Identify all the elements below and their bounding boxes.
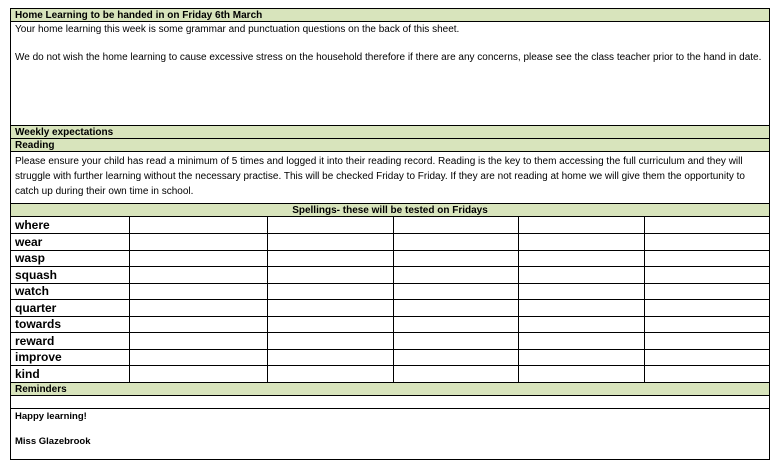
spelling-practice-cell [393, 217, 518, 234]
spelling-practice-cell [644, 267, 769, 284]
spelling-practice-cell [518, 349, 644, 366]
spelling-practice-cell [267, 217, 393, 234]
spelling-practice-cell [644, 366, 769, 383]
home-learning-intro [11, 22, 769, 126]
spelling-practice-cell [267, 366, 393, 383]
spelling-practice-cell [644, 333, 769, 350]
spelling-practice-cell [129, 283, 267, 300]
spelling-practice-cell [267, 250, 393, 267]
spelling-word: squash [11, 267, 129, 284]
spelling-practice-cell [644, 234, 769, 251]
intro-line-2: We do not wish the home learning to cause excessive stress on the household therefore if there are any concerns, please see the class teacher prior to the hand in date. [15, 52, 762, 63]
spelling-word: improve [11, 349, 129, 366]
spelling-practice-cell [518, 267, 644, 284]
spelling-practice-cell [518, 333, 644, 350]
spelling-practice-cell [129, 333, 267, 350]
spelling-practice-cell [129, 300, 267, 317]
spelling-row [11, 366, 769, 383]
spelling-word: watch [11, 283, 129, 300]
spelling-practice-cell [518, 217, 644, 234]
spelling-practice-cell [393, 316, 518, 333]
spelling-row [11, 217, 769, 234]
spelling-practice-cell [129, 250, 267, 267]
spelling-word: where [11, 217, 129, 234]
spellings-header: Spellings- these will be tested on Fridays [11, 204, 769, 217]
home-learning-header: Home Learning to be handed in on Friday 6th March [11, 9, 769, 22]
spelling-practice-cell [267, 349, 393, 366]
reading-text: Please ensure your child has read a minimum of 5 times and logged it into their reading record. Reading is the key to them accessing the full curriculum and they will struggle with further learning without the necessary practise. This will be checked Friday to Friday. If they are not reading at home we will give them the opportunity to catch up during their own time in school. [11, 152, 769, 204]
spelling-row [11, 333, 769, 350]
spelling-row [11, 283, 769, 300]
spelling-practice-cell [518, 366, 644, 383]
spelling-practice-cell [644, 316, 769, 333]
spelling-practice-cell [518, 300, 644, 317]
spelling-practice-cell [393, 250, 518, 267]
spelling-practice-cell [129, 316, 267, 333]
spellings-table [11, 217, 769, 383]
spelling-practice-cell [644, 217, 769, 234]
reminders-header: Reminders [11, 383, 769, 396]
spelling-word: kind [11, 366, 129, 383]
spelling-practice-cell [393, 333, 518, 350]
spelling-practice-cell [129, 267, 267, 284]
spelling-practice-cell [129, 366, 267, 383]
spelling-row [11, 300, 769, 317]
reading-header: Reading [11, 139, 769, 152]
spelling-practice-cell [644, 300, 769, 317]
reminders-blank-row [11, 396, 769, 409]
spelling-row [11, 316, 769, 333]
spelling-practice-cell [393, 234, 518, 251]
teacher-signature: Miss Glazebrook [15, 435, 91, 447]
spelling-word: reward [11, 333, 129, 350]
spelling-practice-cell [518, 316, 644, 333]
spelling-practice-cell [518, 283, 644, 300]
closing-text: Happy learning! [15, 410, 87, 422]
spelling-practice-cell [393, 300, 518, 317]
spelling-word: towards [11, 316, 129, 333]
spelling-practice-cell [518, 234, 644, 251]
spelling-practice-cell [644, 250, 769, 267]
spelling-row [11, 349, 769, 366]
spelling-row [11, 267, 769, 284]
spelling-practice-cell [518, 250, 644, 267]
spelling-practice-cell [267, 333, 393, 350]
reminders-footer [11, 409, 769, 448]
spelling-practice-cell [393, 366, 518, 383]
home-learning-sheet [10, 8, 770, 460]
spelling-practice-cell [129, 349, 267, 366]
spelling-practice-cell [393, 349, 518, 366]
spelling-practice-cell [129, 217, 267, 234]
spelling-practice-cell [267, 316, 393, 333]
spelling-word: wear [11, 234, 129, 251]
spelling-practice-cell [644, 349, 769, 366]
spelling-row [11, 250, 769, 267]
spelling-row [11, 234, 769, 251]
spelling-practice-cell [393, 267, 518, 284]
spelling-practice-cell [267, 283, 393, 300]
spelling-practice-cell [267, 234, 393, 251]
weekly-expectations-header: Weekly expectations [11, 126, 769, 139]
spelling-word: wasp [11, 250, 129, 267]
spelling-practice-cell [393, 283, 518, 300]
spelling-practice-cell [644, 283, 769, 300]
intro-line-1: Your home learning this week is some grammar and punctuation questions on the back of this sheet. [15, 24, 460, 35]
spelling-practice-cell [129, 234, 267, 251]
spelling-practice-cell [267, 267, 393, 284]
spelling-word: quarter [11, 300, 129, 317]
spelling-practice-cell [267, 300, 393, 317]
